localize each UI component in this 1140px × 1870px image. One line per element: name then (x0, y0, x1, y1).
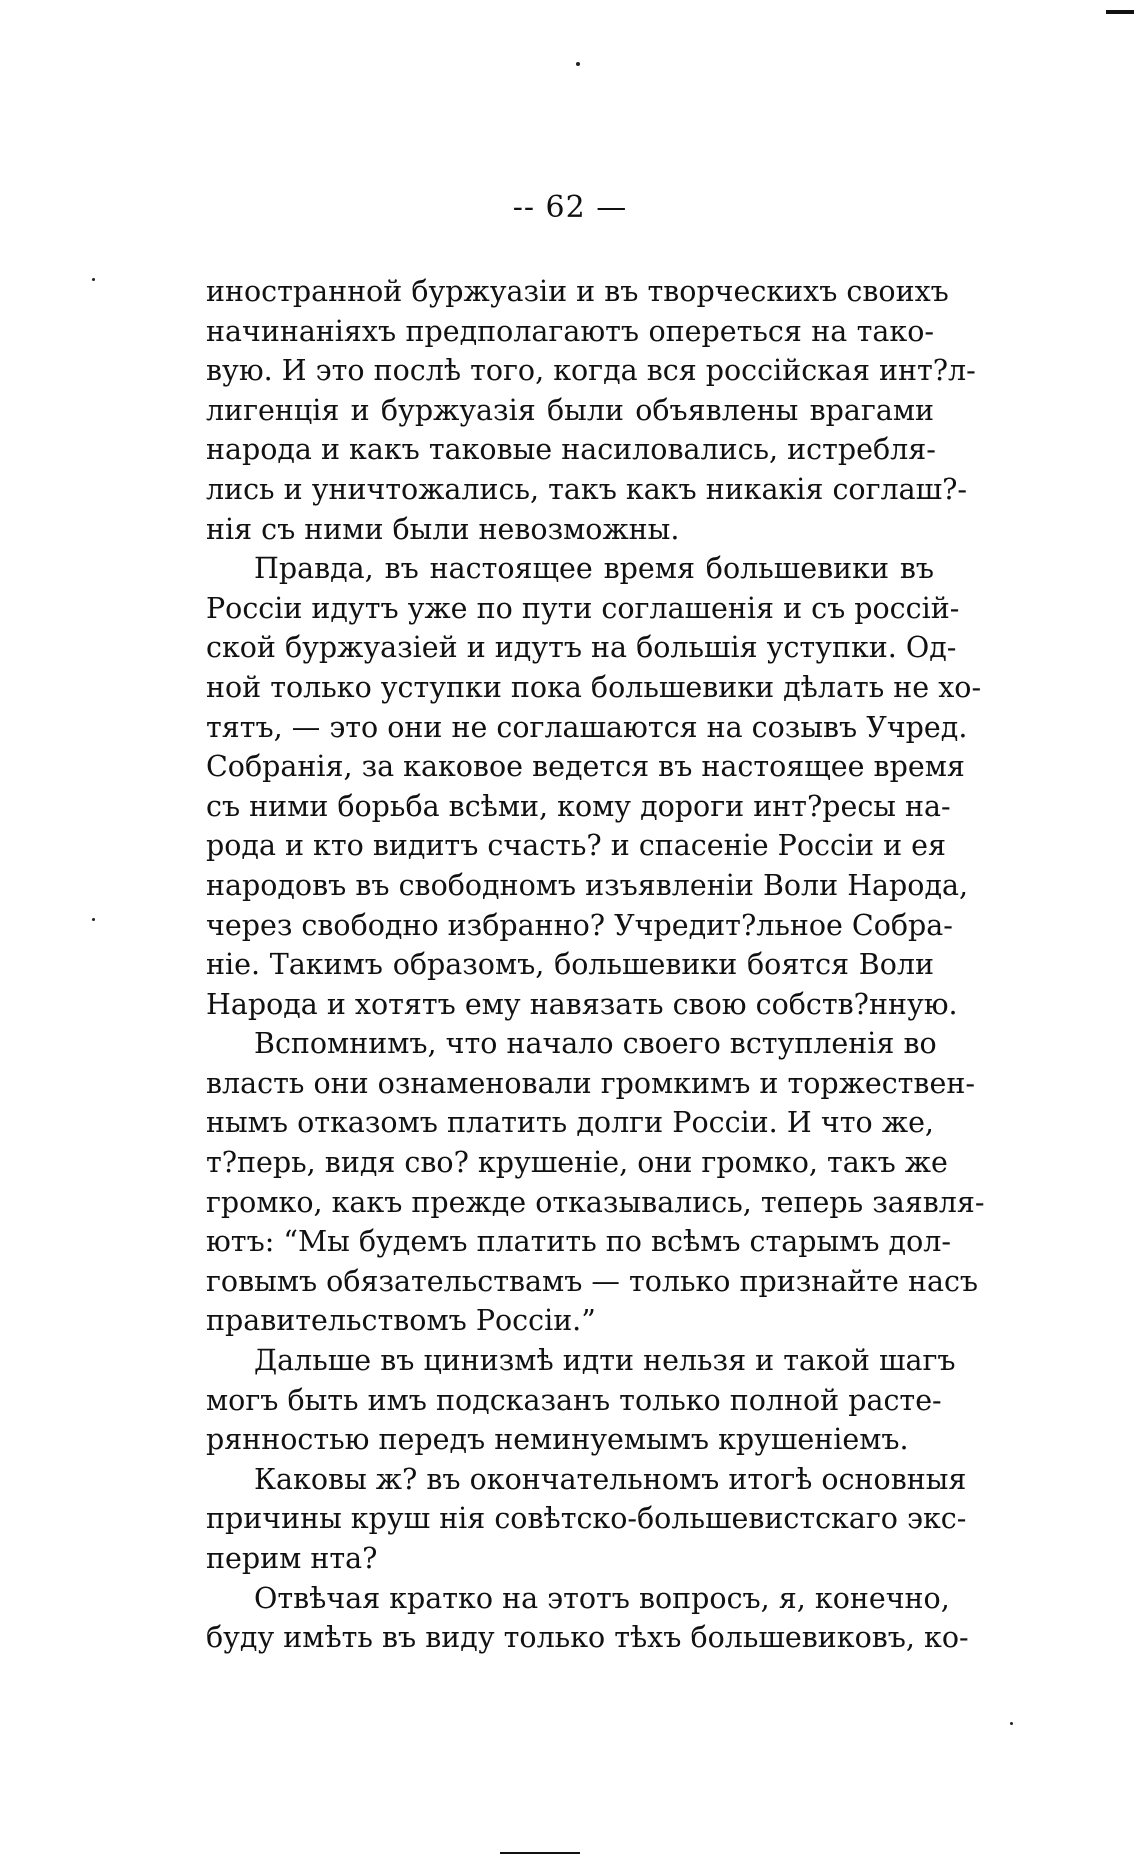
text-line: правительствомъ Россіи.” (206, 1304, 596, 1338)
text-line: Россіи идутъ уже по пути соглашенія и съ россій- (206, 591, 960, 625)
text-line: съ ними борьба всѣми, кому дороги инт?ресы на- (206, 789, 951, 823)
text-line: лигенція и буржуазія были объявлены врагами (206, 393, 934, 427)
text-line: Дальше въ цинизмѣ идти нельзя и такой шагъ (254, 1344, 956, 1378)
text-line: ніе. Такимъ образомъ, большевики боятся Воли (206, 948, 934, 982)
body-text (206, 272, 985, 1658)
paragraph (206, 272, 976, 549)
scan-speck (1010, 1722, 1013, 1725)
text-line: власть они ознаменовали громкимъ и торжествен- (206, 1066, 975, 1100)
text-line: начинаніяхъ предполагаютъ опереться на тако- (206, 314, 934, 348)
text-line: т?перь, видя сво? крушеніе, они громко, такъ же (206, 1146, 948, 1180)
text-line: перим нта? (206, 1542, 378, 1575)
text-line: Отвѣчая кратко на этотъ вопросъ, я, конечно, (254, 1581, 950, 1615)
text-line: вую. И это послѣ того, когда вся россійская инт?л- (206, 354, 976, 388)
scan-edge-mark (1106, 10, 1134, 14)
text-line: Каковы ж? въ окончательномъ итогѣ основныя (254, 1462, 967, 1496)
text-line: нія съ ними были невозможны. (206, 512, 680, 546)
paragraph (206, 1460, 967, 1579)
scan-speck (92, 918, 95, 921)
text-line: Собранія, за каковое ведется въ настоящее время (206, 750, 965, 784)
text-line: тятъ, — это они не соглашаются на созывъ Учред. (206, 710, 968, 744)
text-line: Вспомнимъ, что начало своего вступленія во (254, 1027, 937, 1061)
scan-speck (576, 62, 580, 66)
text-line: народа и какъ таковые насиловались, истребля- (206, 433, 936, 467)
page-number: -- 62 — (512, 190, 628, 225)
paragraph (206, 1024, 985, 1341)
text-line: ной только уступки пока большевики дѣлать не хо- (206, 670, 982, 704)
text-line: буду имѣть въ виду только тѣхъ большевиковъ, ко- (206, 1621, 969, 1655)
text-line: громко, какъ прежде отказывались, теперь заявля- (206, 1185, 985, 1219)
text-line: Народа и хотятъ ему навязать свою собств?нную. (206, 987, 958, 1021)
scan-speck (92, 278, 95, 281)
text-line: ютъ: “Мы будемъ платить по всѣмъ старымъ дол- (206, 1225, 951, 1259)
text-line: через свободно избранно? Учредит?льное Собра- (206, 908, 953, 942)
paragraph (206, 1579, 969, 1658)
text-line: рода и кто видитъ счасть? и спасеніе Россіи и ея (206, 829, 946, 863)
text-line: нымъ отказомъ платить долги Россіи. И что же, (206, 1106, 934, 1140)
paragraph (206, 549, 982, 1024)
text-line: ской буржуазіей и идутъ на большія уступки. Од- (206, 631, 957, 665)
text-line: причины круш нія совѣтско-большевистскаго экс- (206, 1502, 967, 1536)
text-line: лись и уничтожались, такъ какъ никакія соглаш?- (206, 472, 968, 506)
text-line: рянностью передъ неминуемымъ крушеніемъ. (206, 1423, 909, 1457)
text-line: иностранной буржуазіи и въ творческихъ своихъ (206, 275, 949, 308)
scan-edge-mark (500, 1852, 580, 1854)
text-line: могъ быть имъ подсказанъ только полной расте- (206, 1383, 942, 1417)
text-line: народовъ въ свободномъ изъявленіи Воли Народа, (206, 868, 969, 902)
text-line: Правда, въ настоящее время большевики въ (254, 552, 934, 586)
paragraph (206, 1341, 956, 1460)
text-line: говымъ обязательствамъ — только признайте насъ (206, 1264, 979, 1298)
